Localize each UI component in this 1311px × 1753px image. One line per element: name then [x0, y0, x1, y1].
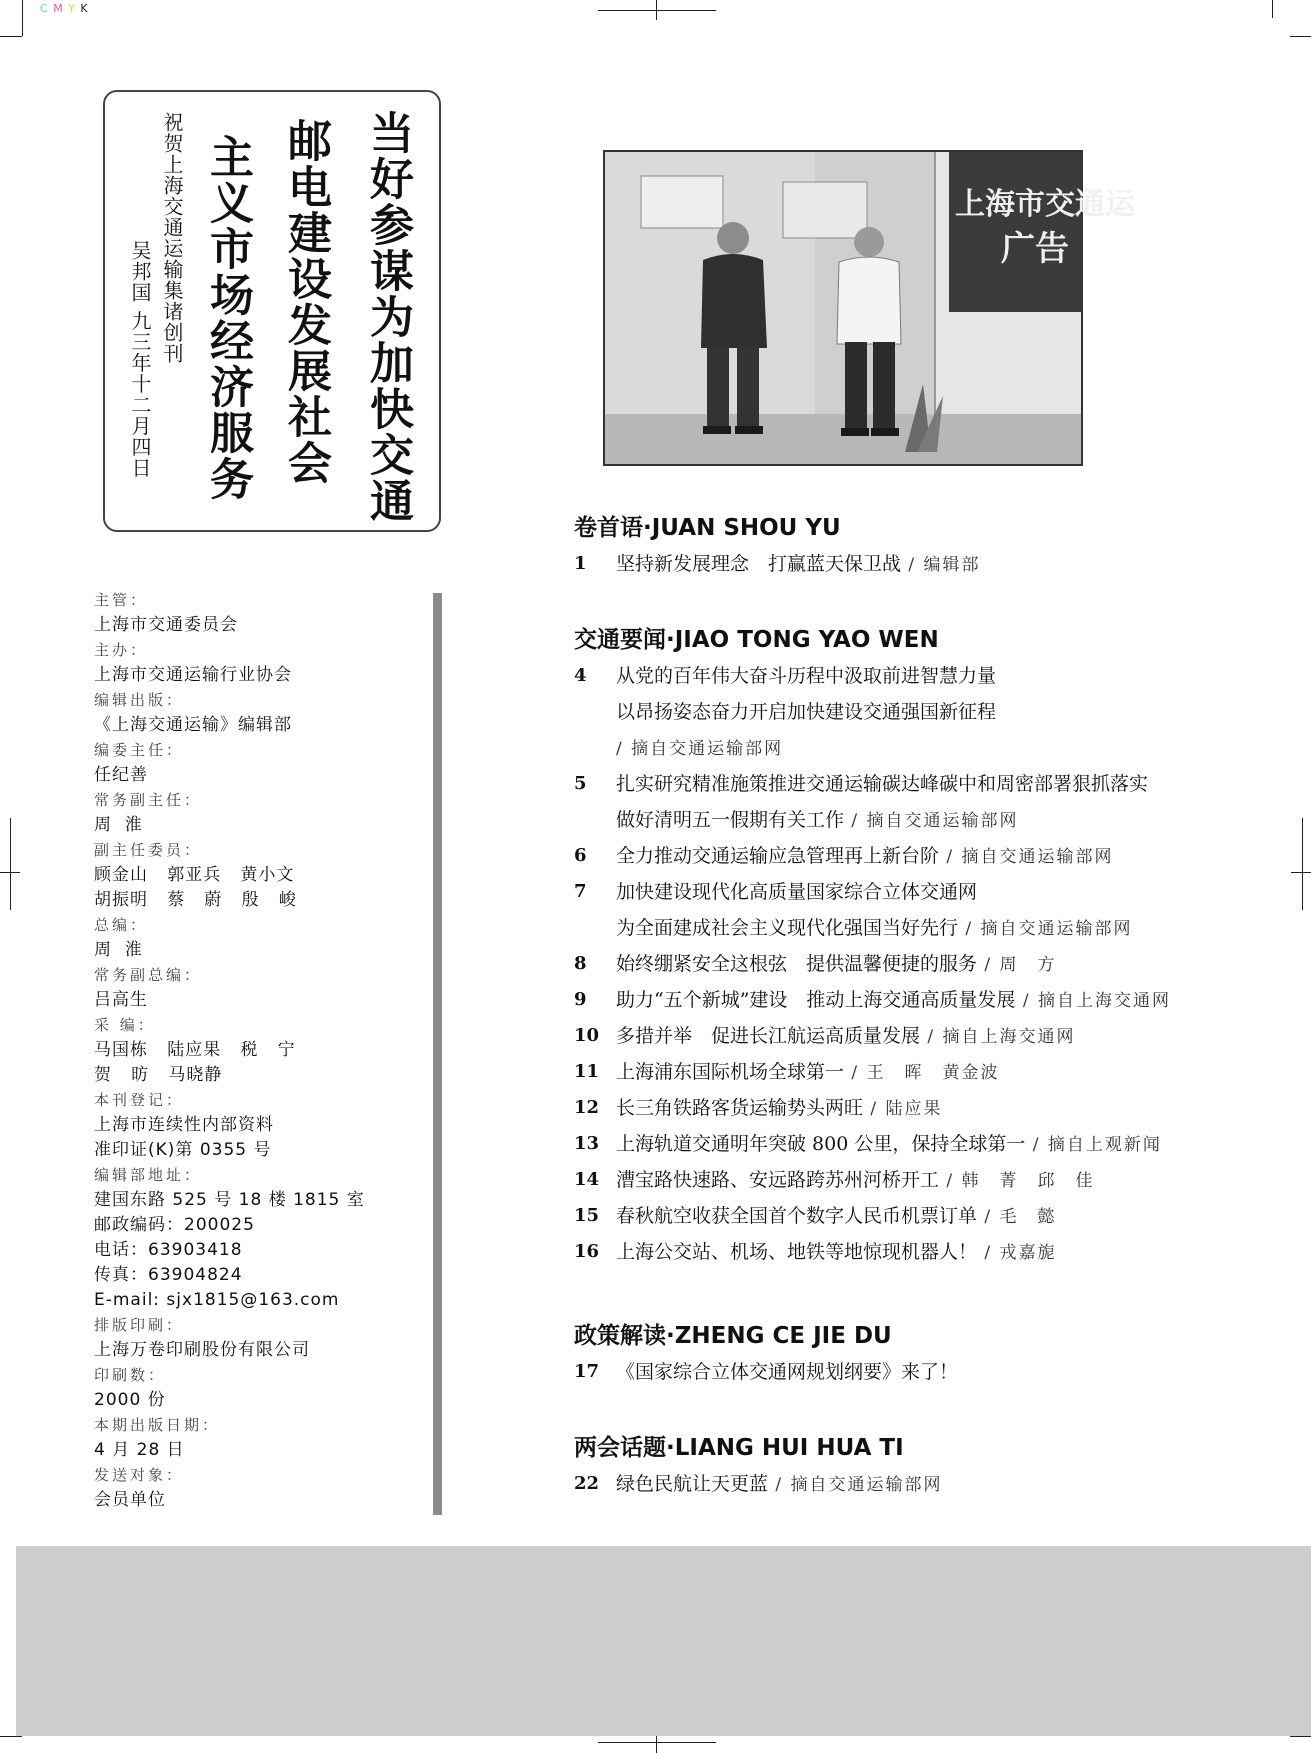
toc-entry-title	[616, 838, 1114, 875]
toc-entry-title	[616, 766, 1148, 802]
toc-entry-source: / 戎嘉旎	[977, 1243, 1057, 1263]
calligraphy-dedication: 祝贺上海交通运输集诸创刊	[160, 112, 184, 364]
calligraphy-column-3: 主义市场经济服务	[202, 134, 253, 502]
toc-entry-source: / 周 方	[977, 955, 1057, 975]
toc-entry-text: 长三角铁路客货运输势头两旺	[616, 1097, 864, 1119]
crop-mark	[1290, 1736, 1311, 1737]
toc-page-number: 17	[574, 1361, 600, 1382]
masthead-item	[94, 1013, 414, 1088]
calligraphy-column-1: 当好参谋为加快交通	[362, 110, 413, 524]
masthead-label: 发送对象：	[94, 1466, 185, 1484]
toc-entry-continuation	[574, 730, 1294, 766]
toc-section	[574, 1430, 1294, 1502]
toc-entry-text: 上海公交站、机场、地铁等地惊现机器人！	[616, 1241, 978, 1263]
calligraphy-signature: 吴邦国 九三年十二月四日	[128, 240, 152, 479]
toc-page-number: 22	[574, 1473, 600, 1494]
crop-mark	[1302, 818, 1303, 910]
toc-entry	[574, 982, 1294, 1018]
toc-page-number: 9	[574, 989, 587, 1010]
toc-page-number: 5	[574, 773, 587, 794]
toc-entry-title	[616, 946, 1057, 983]
toc-entry-source: / 陆应果	[863, 1099, 943, 1119]
masthead-item	[94, 738, 414, 788]
toc-entry-source: / 摘自上海交通网	[920, 1027, 1076, 1047]
toc-page-number: 15	[574, 1205, 600, 1226]
masthead-divider-bar	[433, 593, 442, 1515]
toc-page-number: 10	[574, 1025, 600, 1046]
toc-entry	[574, 766, 1294, 802]
crop-mark	[1272, 0, 1273, 18]
toc-entry	[574, 1090, 1294, 1126]
toc-entry-continuation	[574, 910, 1294, 946]
toc-entry	[574, 946, 1294, 982]
masthead-label: 排版印刷：	[94, 1316, 185, 1334]
toc-page-number: 13	[574, 1133, 600, 1154]
crop-mark	[656, 0, 657, 20]
masthead-label: 编辑出版：	[94, 691, 185, 709]
toc-page-number: 16	[574, 1241, 600, 1262]
toc-section	[574, 1318, 1294, 1390]
masthead-value: 周 淮	[94, 940, 143, 960]
toc-page-number: 7	[574, 881, 587, 902]
toc-entry-source: / 毛 懿	[977, 1207, 1057, 1227]
toc-section	[574, 510, 1294, 582]
masthead-item	[94, 1313, 414, 1363]
toc-entry-title	[616, 1054, 1000, 1091]
toc-entry-continuation	[574, 802, 1294, 838]
masthead-label: 采 编：	[94, 1016, 156, 1034]
registration-m: M	[53, 2, 64, 15]
toc-entry-source: / 韩 菁 邱 佳	[939, 1171, 1095, 1191]
toc-entry-title	[616, 910, 1133, 947]
toc-entry-title	[616, 982, 1171, 1019]
masthead-value: 吕高生	[94, 990, 148, 1010]
ceremony-photo-image	[605, 152, 1135, 464]
toc-entry-text: 漕宝路快速路、安远路跨苏州河桥开工	[616, 1169, 940, 1191]
toc-entry-text: 从党的百年伟大奋斗历程中汲取前进智慧力量	[616, 665, 997, 687]
masthead-value: 任纪善	[94, 765, 148, 785]
masthead-item	[94, 638, 414, 688]
toc-entry-text: 始终绷紧安全这根弦 提供温馨便捷的服务	[616, 953, 978, 975]
toc-entry	[574, 658, 1294, 694]
toc-entry-text: 做好清明五一假期有关工作	[616, 809, 845, 831]
toc-page-number: 6	[574, 845, 587, 866]
masthead-label: 本期出版日期：	[94, 1416, 221, 1434]
calligraphy-column-2: 邮电建设发展社会	[280, 118, 331, 486]
toc-entry-text: 加快建设现代化高质量国家综合立体交通网	[616, 881, 978, 903]
masthead-value: 上海市交通委员会	[94, 615, 238, 635]
masthead-value: 马国栋 陆应果 税 宁 贺 昉 马晓静	[94, 1040, 296, 1085]
crop-mark	[22, 0, 23, 36]
sign-text-2: 广告	[1001, 229, 1069, 269]
masthead-label: 编委主任：	[94, 741, 185, 759]
masthead-item	[94, 688, 414, 738]
toc-entry-source: / 摘自交通运输部网	[616, 739, 784, 759]
toc-page-number: 14	[574, 1169, 600, 1190]
crop-mark	[0, 36, 22, 37]
toc-entry-text: 春秋航空收获全国首个数字人民币机票订单	[616, 1205, 978, 1227]
crop-mark	[10, 818, 11, 910]
masthead-value: 上海万卷印刷股份有限公司	[94, 1340, 310, 1360]
masthead-item	[94, 788, 414, 838]
toc-entry-source: / 摘自上观新闻	[1025, 1135, 1162, 1155]
registration-k: K	[80, 2, 89, 15]
masthead	[94, 588, 414, 1513]
toc-entry-title	[616, 694, 996, 730]
toc-entry-text: 以昂扬姿态奋力开启加快建设交通强国新征程	[616, 701, 997, 723]
toc-entry-title	[616, 1234, 1057, 1271]
toc-page-number: 4	[574, 665, 587, 686]
masthead-value: 会员单位	[94, 1490, 166, 1510]
toc-entry-title	[616, 1018, 1076, 1055]
toc-entry	[574, 838, 1294, 874]
ceremony-photo	[603, 150, 1135, 466]
sign-text: 上海市交通运	[955, 187, 1135, 222]
color-registration	[40, 2, 89, 15]
toc-entry	[574, 1054, 1294, 1090]
toc-entry-title	[616, 802, 1019, 839]
masthead-label: 主管：	[94, 591, 149, 609]
masthead-value: 建国东路 525 号 18 楼 1815 室 邮政编码：200025 电话：63903418 传真：63904824 E-mail: sjx1815@163.com	[94, 1190, 365, 1310]
toc-entry-title	[616, 1162, 1095, 1199]
toc-entry-title	[616, 1126, 1162, 1163]
toc-page-number: 12	[574, 1097, 600, 1118]
toc-entry-source: / 编辑部	[901, 555, 981, 575]
masthead-label: 编辑部地址：	[94, 1166, 203, 1184]
masthead-item	[94, 1163, 414, 1313]
toc-entry	[574, 1162, 1294, 1198]
masthead-value: 上海市连续性内部资料 准印证(K)第 0355 号	[94, 1115, 274, 1160]
masthead-item	[94, 1088, 414, 1163]
toc-entry-source: / 摘自交通运输部网	[844, 811, 1019, 831]
toc-entry-title	[616, 1466, 943, 1503]
bottom-grey-band	[16, 1546, 1311, 1736]
toc-entry-text: 助力“五个新城”建设 推动上海交通高质量发展	[616, 989, 1016, 1011]
masthead-value: 4 月 28 日	[94, 1440, 185, 1460]
toc-entry-source: / 摘自交通运输部网	[939, 847, 1114, 867]
crop-mark	[1290, 36, 1311, 37]
registration-y: Y	[68, 2, 76, 15]
toc-entry-title	[616, 730, 783, 767]
toc-entry-source: / 王 晖 黄金波	[844, 1063, 1000, 1083]
toc-entry	[574, 1466, 1294, 1502]
toc-entry	[574, 874, 1294, 910]
toc-entry	[574, 1234, 1294, 1270]
toc-entry-source: / 摘自上海交通网	[1015, 991, 1171, 1011]
masthead-item	[94, 963, 414, 1013]
crop-mark	[656, 1736, 657, 1753]
masthead-value: 顾金山 郭亚兵 黄小文 胡振明 蔡 蔚 殷 峻	[94, 865, 297, 910]
masthead-value: 2000 份	[94, 1390, 166, 1410]
toc-entry-text: 坚持新发展理念 打赢蓝天保卫战	[616, 553, 902, 575]
registration-c: C	[40, 2, 49, 15]
toc-entry-text: 为全面建成社会主义现代化强国当好先行	[616, 917, 959, 939]
toc-page-number: 11	[574, 1061, 600, 1082]
toc-section	[574, 622, 1294, 1270]
calligraphy-inscription	[103, 90, 441, 532]
masthead-item	[94, 913, 414, 963]
toc-entry-title	[616, 658, 996, 694]
toc-entry-continuation	[574, 694, 1294, 730]
masthead-item	[94, 838, 414, 913]
masthead-label: 副主任委员：	[94, 841, 203, 859]
toc-entry-text: 绿色民航让天更蓝	[616, 1473, 769, 1495]
toc-entry	[574, 546, 1294, 582]
toc-page-number: 8	[574, 953, 587, 974]
masthead-label: 本刊登记：	[94, 1091, 185, 1109]
toc-entry	[574, 1126, 1294, 1162]
toc-entry	[574, 1354, 1294, 1390]
toc-entry-source: / 摘自交通运输部网	[958, 919, 1133, 939]
toc-section-title: 政策解读·ZHENG CE JIE DU	[574, 1323, 892, 1349]
masthead-item	[94, 588, 414, 638]
masthead-label: 主办：	[94, 641, 149, 659]
crop-mark	[598, 10, 716, 11]
masthead-item	[94, 1413, 414, 1463]
masthead-label: 印刷数：	[94, 1366, 167, 1384]
toc-entry-title	[616, 1354, 958, 1391]
toc-entry-text: 上海轨道交通明年突破 800 公里，保持全球第一	[616, 1133, 1026, 1155]
masthead-label: 常务副总编：	[94, 966, 203, 984]
toc-entry-title	[616, 546, 981, 583]
toc-entry-text: 扎实研究精准施策推进交通运输碳达峰碳中和周密部署狠抓落实	[616, 773, 1149, 795]
crop-mark	[1291, 872, 1311, 873]
masthead-label: 总编：	[94, 916, 149, 934]
crop-mark	[598, 1742, 716, 1743]
toc-entry	[574, 1018, 1294, 1054]
toc-section-title: 交通要闻·JIAO TONG YAO WEN	[574, 627, 939, 653]
toc-entry-text: 上海浦东国际机场全球第一	[616, 1061, 845, 1083]
toc-entry-title	[616, 874, 977, 910]
toc-entry	[574, 1198, 1294, 1234]
toc-entry-text: 全力推动交通运输应急管理再上新台阶	[616, 845, 940, 867]
toc-entry-source: / 摘自交通运输部网	[768, 1475, 943, 1495]
toc-entry-text: 多措并举 促进长江航运高质量发展	[616, 1025, 921, 1047]
toc-section-title: 卷首语·JUAN SHOU YU	[574, 515, 841, 541]
masthead-item	[94, 1463, 414, 1513]
toc-section-title: 两会话题·LIANG HUI HUA TI	[574, 1435, 904, 1461]
masthead-value: 上海市交通运输行业协会	[94, 665, 292, 685]
toc-entry-title	[616, 1090, 943, 1127]
masthead-item	[94, 1363, 414, 1413]
toc-entry-text: 《国家综合立体交通网规划纲要》来了！	[616, 1361, 959, 1383]
masthead-label: 常务副主任：	[94, 791, 203, 809]
crop-mark	[0, 1736, 22, 1737]
toc-page-number: 1	[574, 553, 587, 574]
masthead-value: 周 淮	[94, 815, 143, 835]
masthead-value: 《上海交通运输》编辑部	[94, 715, 292, 735]
toc-entry-title	[616, 1198, 1057, 1235]
